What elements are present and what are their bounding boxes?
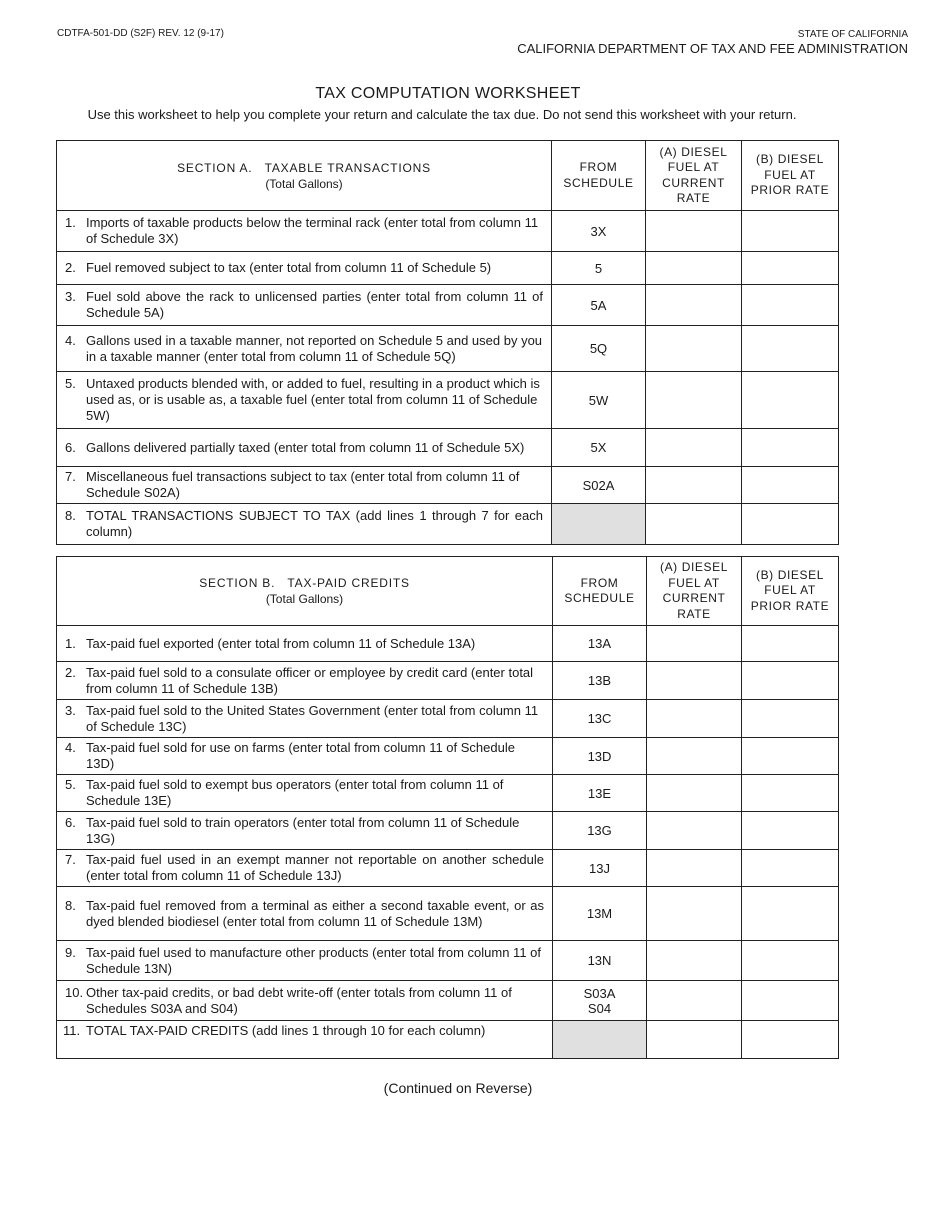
line-description: Tax-paid fuel removed from a terminal as either a second taxable event, or as dyed blended biodiesel (enter total from column 11 of Schedule 13M) <box>86 897 544 929</box>
line-number: 1. <box>65 215 76 230</box>
col-b-total[interactable] <box>742 504 839 545</box>
schedule-code: 5Q <box>552 326 646 372</box>
line-description: Miscellaneous fuel transactions subject to tax (enter total from column 11 of Schedule S02A) <box>86 469 520 500</box>
schedule-code: 13A <box>553 626 647 662</box>
col-b-entry[interactable] <box>742 429 839 467</box>
line-description: TOTAL TAX-PAID CREDITS (add lines 1 through 10 for each column) <box>86 1023 486 1038</box>
table-row <box>57 467 839 504</box>
line-description: Other tax-paid credits, or bad debt write-off (enter totals from column 11 of Schedules S03A and S04) <box>86 984 512 1016</box>
table-row <box>57 812 839 850</box>
col-a-entry[interactable] <box>646 252 742 285</box>
schedule-code: 5 <box>552 252 646 285</box>
line-number: 4. <box>65 332 76 348</box>
col-a-total[interactable] <box>646 504 742 545</box>
line-number: 6. <box>65 439 76 455</box>
table-row <box>57 252 839 285</box>
col-b-entry[interactable] <box>742 775 839 812</box>
col-b-header: (B) DIESEL FUEL AT PRIOR RATE <box>742 557 839 626</box>
schedule-code: 13B <box>553 662 647 700</box>
col-b-entry[interactable] <box>742 626 839 662</box>
col-b-entry[interactable] <box>742 285 839 326</box>
col-a-header: (A) DIESEL FUEL AT CURRENT RATE <box>647 557 742 626</box>
line-description: Fuel sold above the rack to unlicensed parties (enter total from column 11 of Schedule 5A) <box>86 289 543 320</box>
line-number: 8. <box>65 508 76 523</box>
col-a-entry[interactable] <box>647 662 742 700</box>
col-a-entry[interactable] <box>646 211 742 252</box>
col-a-entry[interactable] <box>646 372 742 429</box>
continued-note: (Continued on Reverse) <box>383 1080 533 1096</box>
line-number: 2. <box>65 664 76 680</box>
section-a-subtitle: (Total Gallons) <box>265 176 343 191</box>
department-name: CALIFORNIA DEPARTMENT OF TAX AND FEE ADMINISTRATION <box>517 41 908 56</box>
col-b-entry[interactable] <box>742 887 839 941</box>
col-b-entry[interactable] <box>742 738 839 775</box>
section-a-title: SECTION A. TAXABLE TRANSACTIONS <box>177 160 431 175</box>
section-a-header <box>57 141 552 211</box>
table-row <box>57 326 839 372</box>
col-a-entry[interactable] <box>647 850 742 887</box>
col-a-entry[interactable] <box>646 429 742 467</box>
state-label: STATE OF CALIFORNIA <box>797 29 908 40</box>
line-description: Tax-paid fuel sold to a consulate officer or employee by credit card (enter total from column 11 of Schedule 13B) <box>86 664 534 696</box>
line-description: Imports of taxable products below the terminal rack (enter total from column 11 of Schedule 3X) <box>86 215 539 246</box>
line-number: 8. <box>65 897 76 913</box>
schedule-code: 5A <box>552 285 646 326</box>
line-description: Fuel removed subject to tax (enter total from column 11 of Schedule 5) <box>86 260 492 275</box>
section-b-subtitle: (Total Gallons) <box>265 592 344 606</box>
schedule-code: 13N <box>553 941 647 981</box>
line-description: Tax-paid fuel sold to exempt bus operators (enter total from column 11 of Schedule 13E) <box>86 777 504 808</box>
col-b-entry[interactable] <box>742 662 839 700</box>
table-row <box>57 429 839 467</box>
table-row <box>57 738 839 775</box>
schedule-code: 13G <box>553 812 647 850</box>
schedule-code: 13D <box>553 738 647 775</box>
table-row <box>57 285 839 326</box>
col-b-entry[interactable] <box>742 326 839 372</box>
form-id: CDTFA-501-DD (S2F) REV. 12 (9-17) <box>57 28 224 39</box>
col-a-entry[interactable] <box>646 326 742 372</box>
col-b-entry[interactable] <box>742 467 839 504</box>
col-a-entry[interactable] <box>646 467 742 504</box>
col-b-entry[interactable] <box>742 211 839 252</box>
col-b-entry[interactable] <box>742 981 839 1021</box>
table-row <box>57 700 839 738</box>
col-a-entry[interactable] <box>647 700 742 738</box>
schedule-code: 3X <box>552 211 646 252</box>
col-b-total[interactable] <box>742 1021 839 1059</box>
table-row <box>57 850 839 887</box>
line-number: 3. <box>65 289 76 304</box>
col-from-schedule-header: FROM SCHEDULE <box>552 141 646 211</box>
line-description: TOTAL TRANSACTIONS SUBJECT TO TAX (add lines 1 through 7 for each column) <box>86 508 543 539</box>
line-number: 1. <box>65 635 76 651</box>
table-row <box>57 941 839 981</box>
instructions: Use this worksheet to help you complete your return and calculate the tax due. Do not send this worksheet with your return. <box>87 107 797 122</box>
schedule-code-shaded <box>552 504 646 545</box>
col-a-entry[interactable] <box>647 626 742 662</box>
line-number: 4. <box>65 740 76 755</box>
schedule-code-shaded <box>553 1021 647 1059</box>
schedule-code: S03A S04 <box>553 981 647 1021</box>
schedule-code: 5X <box>552 429 646 467</box>
line-number: 11. <box>63 1023 81 1038</box>
col-b-entry[interactable] <box>742 372 839 429</box>
col-a-entry[interactable] <box>647 887 742 941</box>
col-b-entry[interactable] <box>742 941 839 981</box>
line-description: Gallons used in a taxable manner, not reported on Schedule 5 and used by you in a taxable manner (enter total from column 11 of Schedule 5Q) <box>86 332 543 364</box>
table-row <box>57 775 839 812</box>
table-row <box>57 887 839 941</box>
col-b-entry[interactable] <box>742 850 839 887</box>
line-description: Tax-paid fuel sold to train operators (enter total from column 11 of Schedule 13G) <box>86 814 520 846</box>
schedule-code: 13C <box>553 700 647 738</box>
line-number: 6. <box>65 814 76 830</box>
col-a-entry[interactable] <box>646 285 742 326</box>
col-a-entry[interactable] <box>647 738 742 775</box>
col-b-entry[interactable] <box>742 700 839 738</box>
table-row <box>57 211 839 252</box>
section-b-header <box>57 557 553 626</box>
line-description: Untaxed products blended with, or added to fuel, resulting in a product which is used as, or is usable as, a taxable fuel (enter total from column 11 of Schedule 5W) <box>86 376 540 423</box>
col-from-schedule-header: FROM SCHEDULE <box>553 557 647 626</box>
section-b-table <box>56 556 839 1059</box>
page-title: TAX COMPUTATION WORKSHEET <box>315 85 581 102</box>
table-row <box>57 981 839 1021</box>
line-number: 2. <box>65 260 76 275</box>
line-number: 7. <box>65 469 76 484</box>
table-row-total <box>57 1021 839 1059</box>
table-row <box>57 626 839 662</box>
col-a-entry[interactable] <box>647 812 742 850</box>
line-number: 10. <box>65 984 84 1000</box>
line-number: 7. <box>65 852 76 867</box>
col-b-entry[interactable] <box>742 252 839 285</box>
section-a-table <box>56 140 839 545</box>
col-a-entry[interactable] <box>647 941 742 981</box>
col-a-entry[interactable] <box>647 775 742 812</box>
schedule-code: S02A <box>552 467 646 504</box>
col-b-header: (B) DIESEL FUEL AT PRIOR RATE <box>742 141 839 211</box>
schedule-code: 13M <box>553 887 647 941</box>
col-a-entry[interactable] <box>647 981 742 1021</box>
line-number: 9. <box>65 944 76 960</box>
col-b-entry[interactable] <box>742 812 839 850</box>
table-row-total <box>57 504 839 545</box>
line-description: Tax-paid fuel sold to the United States Government (enter total from column 11 of Schedule 13C) <box>86 702 539 734</box>
line-description: Tax-paid fuel exported (enter total from column 11 of Schedule 13A) <box>86 635 476 651</box>
section-b-title: SECTION B. TAX-PAID CREDITS <box>199 576 410 590</box>
table-row <box>57 662 839 700</box>
col-a-header: (A) DIESEL FUEL AT CURRENT RATE <box>646 141 742 211</box>
line-description: Gallons delivered partially taxed (enter total from column 11 of Schedule 5X) <box>86 439 525 455</box>
table-row <box>57 372 839 429</box>
schedule-code: 13J <box>553 850 647 887</box>
line-description: Tax-paid fuel used to manufacture other products (enter total from column 11 of Schedule 13N) <box>86 944 541 976</box>
line-description: Tax-paid fuel sold for use on farms (enter total from column 11 of Schedule 13D) <box>86 740 515 771</box>
schedule-code: 5W <box>552 372 646 429</box>
line-description: Tax-paid fuel used in an exempt manner not reportable on another schedule (enter total from column 11 of Schedule 13J) <box>86 852 544 883</box>
line-number: 5. <box>65 777 76 792</box>
col-a-total[interactable] <box>647 1021 742 1059</box>
line-number: 5. <box>65 376 76 391</box>
schedule-code: 13E <box>553 775 647 812</box>
line-number: 3. <box>65 702 76 718</box>
